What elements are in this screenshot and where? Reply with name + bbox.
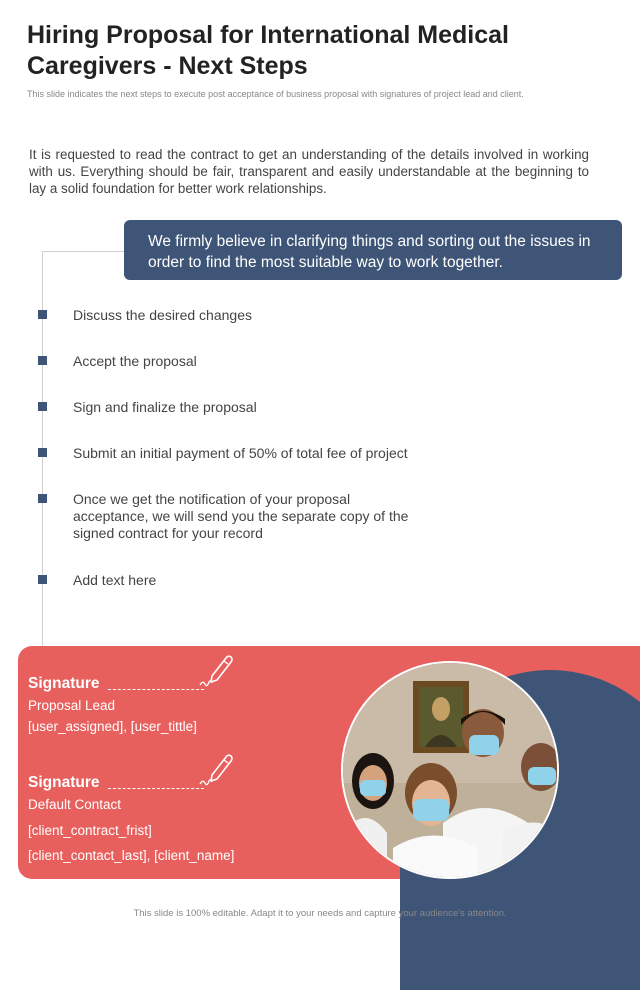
signature-line[interactable]: [108, 788, 204, 789]
page-subtitle: This slide indicates the next steps to execute post acceptance of business proposal with signatures of project lead and client.: [27, 89, 524, 99]
step-item: Sign and finalize the proposal: [73, 399, 257, 415]
client-last-and-name: [client_contact_last], [client_name]: [28, 848, 235, 863]
bullet-icon: [38, 310, 47, 319]
page-title: Hiring Proposal for International Medical Caregivers - Next Steps: [27, 21, 510, 80]
bullet-icon: [38, 575, 47, 584]
team-photo: [341, 661, 559, 879]
highlight-banner: We firmly believe in clarifying things and sorting out the issues in order to find the most suitable way to work together.: [124, 220, 622, 280]
proposal-lead-details: [user_assigned], [user_tittle]: [28, 719, 197, 734]
bullet-icon: [38, 356, 47, 365]
proposal-lead-role: Proposal Lead: [28, 698, 116, 713]
signature-label: Signature: [28, 675, 100, 692]
pen-icon: [198, 751, 234, 789]
step-item: Add text here: [73, 572, 157, 588]
step-item: Discuss the desired changes: [73, 307, 252, 323]
footer-note: This slide is 100% editable. Adapt it to your needs and capture your audience's attention.: [133, 908, 507, 919]
client-first-name: [client_contract_frist]: [28, 823, 152, 838]
bullet-icon: [38, 494, 47, 503]
step-item: Accept the proposal: [73, 353, 197, 369]
bullet-icon: [38, 402, 47, 411]
bullet-icon: [38, 448, 47, 457]
step-item: Once we get the notification of your proposal acceptance, we will send you the separate copy of the signed contract for your record: [73, 491, 409, 541]
default-contact-role: Default Contact: [28, 797, 122, 812]
signature-label: Signature: [28, 774, 100, 791]
intro-paragraph: It is requested to read the contract to get an understanding of the details involved in working with us. Everything should be fair, transparent and easily understandable at the beginning to lay a solid foundation for better work relationships.: [29, 147, 589, 196]
timeline-connector: [42, 251, 126, 252]
step-item: Submit an initial payment of 50% of total fee of project: [73, 445, 408, 461]
pen-icon: [198, 652, 234, 690]
signature-line[interactable]: [108, 689, 204, 690]
